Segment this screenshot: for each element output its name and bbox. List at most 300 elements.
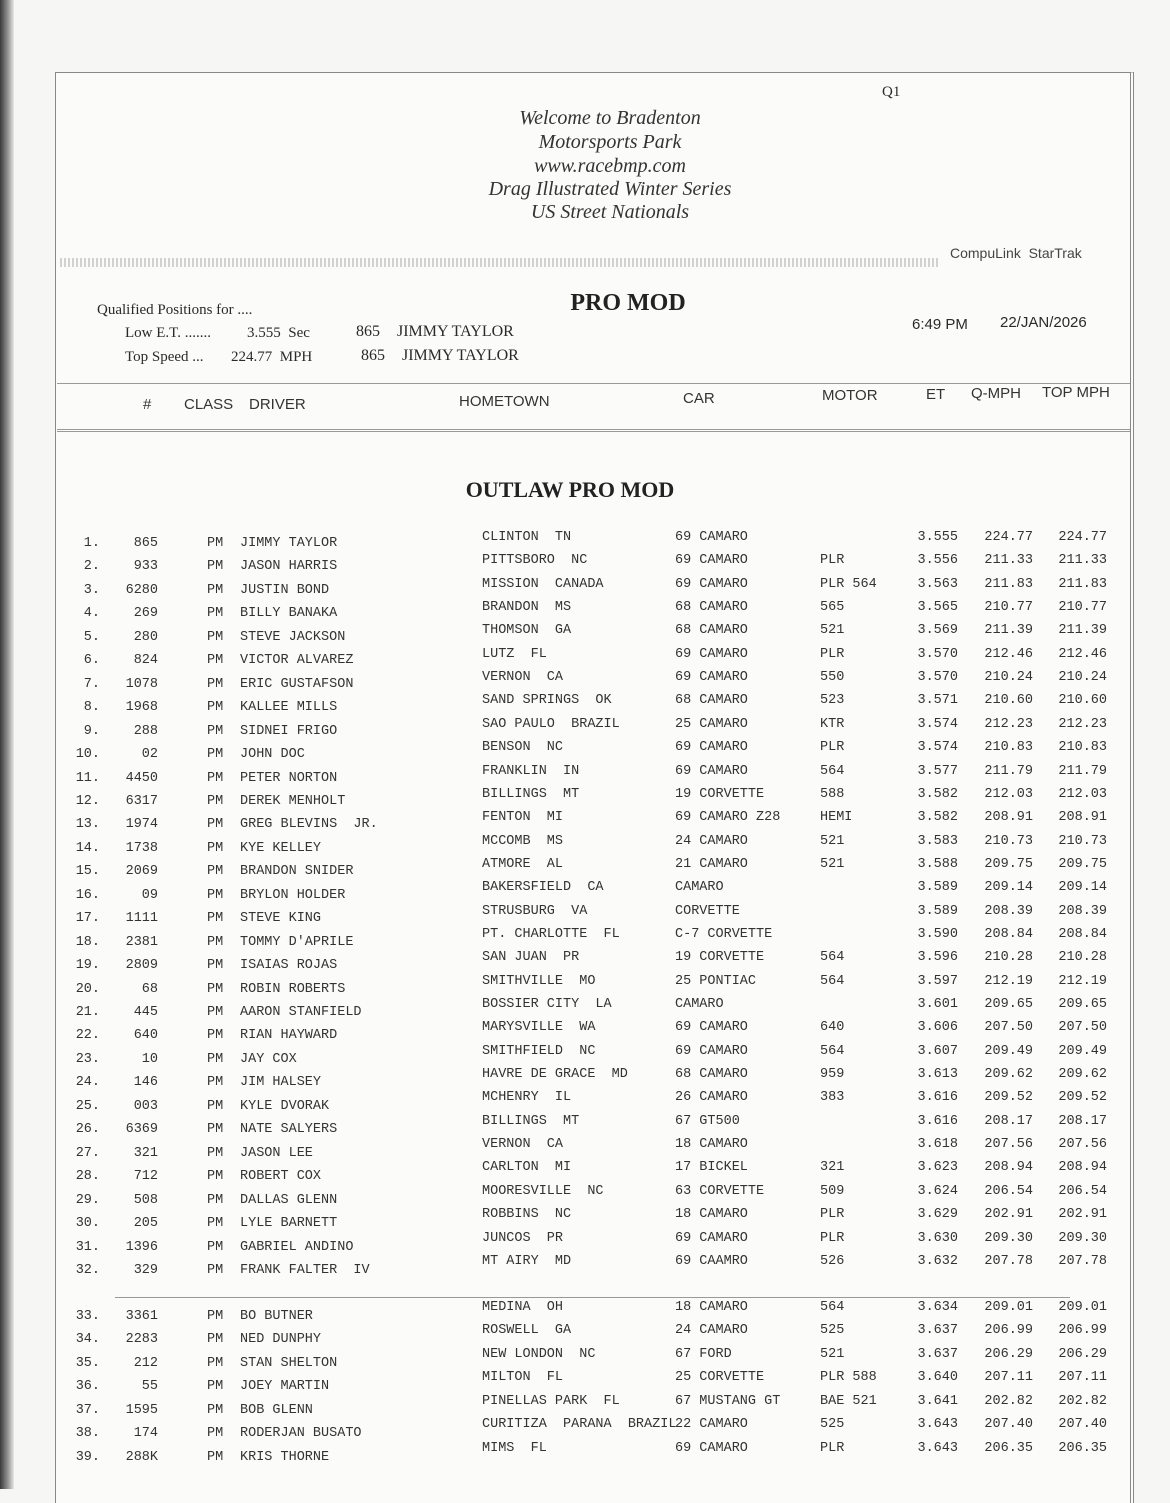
cell-top-mph: 210.77	[1058, 600, 1107, 616]
cell-car: 69 CAMARO	[675, 1043, 748, 1059]
cell-driver: KRIS THORNE	[240, 1449, 330, 1465]
cell-car: 69 CAMARO Z28	[675, 810, 781, 826]
cell-class: PM	[207, 1169, 224, 1185]
cell-car-number: 1738	[125, 840, 158, 856]
cell-class: PM	[207, 700, 224, 716]
cell-et: 3.637	[917, 1346, 958, 1362]
cell-driver: KYE KELLEY	[240, 840, 322, 856]
cell-driver: RIAN HAYWARD	[240, 1028, 338, 1044]
cell-car-number: 280	[133, 629, 158, 645]
cell-hometown: BILLINGS MT	[482, 786, 580, 802]
cell-et: 3.577	[917, 763, 958, 779]
cell-car-number: 288K	[125, 1449, 158, 1465]
col-num: #	[143, 396, 152, 413]
cell-hometown: SAO PAULO BRAZIL	[482, 716, 620, 732]
cell-position: 24.	[75, 1075, 100, 1091]
cell-position: 11.	[75, 770, 100, 786]
qualifying-cutoff-line	[115, 1297, 1070, 1298]
cell-q-mph: 211.39	[984, 623, 1033, 639]
cell-car-number: 1968	[125, 700, 158, 716]
cell-top-mph: 206.54	[1058, 1183, 1107, 1199]
cell-car-number: 712	[133, 1169, 158, 1185]
cell-motor: BAE 521	[820, 1393, 877, 1409]
cell-class: PM	[207, 1098, 224, 1114]
cell-position: 29.	[75, 1192, 100, 1208]
cell-et: 3.563	[917, 576, 958, 592]
cell-et: 3.570	[917, 670, 958, 686]
cell-q-mph: 209.14	[984, 880, 1033, 896]
cell-car-number: 824	[133, 653, 158, 669]
cell-hometown: CURITIZA PARANA BRAZIL	[482, 1417, 677, 1433]
cell-position: 12.	[75, 793, 100, 809]
cell-hometown: MT AIRY MD	[482, 1253, 572, 1269]
cell-car-number: 640	[133, 1028, 158, 1044]
cell-driver: JASON LEE	[240, 1145, 313, 1161]
cell-car: 68 CAMARO	[675, 1067, 748, 1083]
cell-position: 14.	[75, 840, 100, 856]
col-class: CLASS	[184, 396, 234, 413]
cell-et: 3.634	[917, 1299, 958, 1315]
cell-car-number: 321	[133, 1145, 158, 1161]
cell-q-mph: 207.56	[984, 1137, 1033, 1153]
cell-motor: 521	[820, 856, 845, 872]
cell-hometown: MCHENRY IL	[482, 1090, 572, 1106]
cell-car-number: 003	[133, 1098, 158, 1114]
cell-car: 18 CAMARO	[675, 1299, 748, 1315]
cell-et: 3.596	[917, 950, 958, 966]
cell-top-mph: 209.30	[1058, 1230, 1107, 1246]
cell-class: PM	[207, 536, 224, 551]
cell-driver: ISAIAS ROJAS	[240, 958, 338, 974]
cell-hometown: MEDINA OH	[482, 1299, 564, 1315]
low-et-car: 865	[356, 323, 380, 340]
low-et-value: 3.555 Sec	[247, 325, 310, 341]
cell-hometown: STRUSBURG VA	[482, 903, 588, 919]
cell-car: 18 CAMARO	[675, 1137, 748, 1153]
cell-car-number: 212	[133, 1355, 158, 1371]
cell-driver: DALLAS GLENN	[240, 1192, 338, 1208]
cell-class: PM	[207, 1051, 224, 1067]
cell-hometown: NEW LONDON NC	[482, 1346, 596, 1362]
cell-et: 3.616	[917, 1113, 958, 1129]
cell-position: 16.	[75, 887, 100, 903]
cell-top-mph: 208.91	[1058, 810, 1107, 826]
cell-position: 13.	[75, 817, 100, 833]
cell-car-number: 3361	[125, 1309, 158, 1324]
cell-car-number: 2381	[125, 934, 158, 950]
cell-position: 28.	[75, 1169, 100, 1185]
cell-motor: 525	[820, 1323, 845, 1339]
cell-et: 3.583	[917, 833, 958, 849]
cell-top-mph: 212.19	[1058, 973, 1107, 989]
cell-car-number: 146	[133, 1075, 158, 1091]
cell-hometown: VERNON CA	[482, 1137, 564, 1153]
cell-motor: 565	[820, 600, 845, 616]
cell-top-mph: 212.23	[1058, 716, 1107, 732]
cell-driver: RODERJAN BUSATO	[240, 1426, 362, 1442]
cell-hometown: ROSWELL GA	[482, 1323, 572, 1339]
cell-driver: BO BUTNER	[240, 1309, 313, 1324]
cell-car: 19 CORVETTE	[675, 786, 765, 802]
cell-hometown: BILLINGS MT	[482, 1113, 580, 1129]
cell-q-mph: 206.35	[984, 1440, 1033, 1456]
software-label: CompuLink StarTrak	[950, 245, 1082, 261]
report-time: 6:49 PM	[912, 316, 968, 333]
col-motor: MOTOR	[822, 387, 878, 404]
cell-motor: 523	[820, 693, 845, 709]
cell-motor: 383	[820, 1090, 845, 1106]
cell-motor: 640	[820, 1020, 845, 1036]
cell-hometown: MARYSVILLE WA	[482, 1020, 596, 1036]
cell-driver: AARON STANFIELD	[240, 1005, 362, 1020]
header-rule-bottom	[57, 429, 1130, 432]
cell-hometown: PT. CHARLOTTE FL	[482, 926, 620, 942]
cell-motor: 525	[820, 1417, 845, 1433]
cell-q-mph: 208.17	[984, 1113, 1033, 1129]
cell-et: 3.613	[917, 1067, 958, 1083]
cell-position: 25.	[75, 1098, 100, 1114]
cell-car-number: 205	[133, 1216, 158, 1232]
cell-car: 19 CORVETTE	[675, 950, 765, 966]
cell-car: 26 CAMARO	[675, 1090, 748, 1106]
cell-motor: PLR 564	[820, 576, 877, 592]
low-et-driver: JIMMY TAYLOR	[397, 323, 514, 340]
cell-et: 3.555	[917, 530, 958, 545]
cell-class: PM	[207, 1145, 224, 1161]
cell-motor: 521	[820, 623, 845, 639]
qualified-label: Qualified Positions for ....	[97, 302, 253, 318]
cell-hometown: CARLTON MI	[482, 1160, 572, 1176]
cell-q-mph: 209.75	[984, 856, 1033, 872]
cell-car: 67 MUSTANG GT	[675, 1393, 781, 1409]
cell-q-mph: 206.29	[984, 1346, 1033, 1362]
cell-driver: ROBIN ROBERTS	[240, 981, 346, 997]
cell-q-mph: 211.79	[984, 763, 1033, 779]
cell-position: 7.	[83, 676, 100, 692]
cell-motor: 564	[820, 763, 845, 779]
top-speed-driver: JIMMY TAYLOR	[402, 347, 519, 364]
col-driver: DRIVER	[249, 396, 306, 413]
cell-top-mph: 210.60	[1058, 693, 1107, 709]
section-title: OUTLAW PRO MOD	[465, 477, 675, 502]
cell-position: 36.	[75, 1379, 100, 1395]
cell-class: PM	[207, 1192, 224, 1208]
cell-position: 31.	[75, 1239, 100, 1255]
cell-hometown: FRANKLIN IN	[482, 763, 580, 779]
cell-hometown: CLINTON TN	[482, 530, 572, 545]
cell-top-mph: 209.62	[1058, 1067, 1107, 1083]
cell-class: PM	[207, 887, 224, 903]
cell-position: 32.	[75, 1262, 100, 1278]
cell-top-mph: 209.49	[1058, 1043, 1107, 1059]
cell-et: 3.618	[917, 1137, 958, 1153]
cell-car-number: 55	[141, 1379, 158, 1395]
cell-hometown: SAND SPRINGS OK	[482, 693, 612, 709]
cell-hometown: SMITHFIELD NC	[482, 1043, 596, 1059]
cell-car-number: 09	[141, 887, 158, 903]
cell-et: 3.640	[917, 1370, 958, 1386]
cell-position: 20.	[75, 981, 100, 997]
cell-car-number: 2069	[125, 864, 158, 880]
cell-top-mph: 211.83	[1058, 576, 1107, 592]
cell-driver: ROBERT COX	[240, 1169, 322, 1185]
cell-driver: DEREK MENHOLT	[240, 793, 346, 809]
cell-et: 3.589	[917, 903, 958, 919]
title-line: Welcome to Bradenton	[519, 107, 701, 129]
cell-motor: 588	[820, 786, 845, 802]
dotted-divider	[60, 258, 940, 267]
cell-top-mph: 212.46	[1058, 646, 1107, 662]
cell-q-mph: 209.30	[984, 1230, 1033, 1246]
cell-q-mph: 224.77	[984, 530, 1033, 545]
cell-car-number: 288	[133, 723, 158, 739]
cell-class: PM	[207, 559, 224, 575]
cell-class: PM	[207, 1262, 224, 1278]
cell-motor: 321	[820, 1160, 845, 1176]
cell-q-mph: 209.01	[984, 1299, 1033, 1315]
cell-class: PM	[207, 1332, 224, 1348]
cell-position: 23.	[75, 1051, 100, 1067]
cell-class: PM	[207, 582, 224, 598]
cell-car-number: 269	[133, 606, 158, 622]
cell-position: 30.	[75, 1216, 100, 1232]
cell-class: PM	[207, 723, 224, 739]
cell-top-mph: 208.94	[1058, 1160, 1107, 1176]
cell-position: 18.	[75, 934, 100, 950]
cell-et: 3.616	[917, 1090, 958, 1106]
cell-car: 67 GT500	[675, 1113, 740, 1129]
cell-motor: PLR	[820, 1230, 845, 1246]
cell-position: 10.	[75, 747, 100, 763]
cell-hometown: MILTON FL	[482, 1370, 564, 1386]
cell-position: 5.	[83, 629, 100, 645]
cell-position: 22.	[75, 1028, 100, 1044]
cell-position: 37.	[75, 1402, 100, 1418]
cell-driver: BRYLON HOLDER	[240, 887, 346, 903]
cell-q-mph: 210.28	[984, 950, 1033, 966]
cell-driver: ERIC GUSTAFSON	[240, 676, 354, 692]
cell-q-mph: 202.91	[984, 1207, 1033, 1223]
cell-top-mph: 207.56	[1058, 1137, 1107, 1153]
cell-car: 69 CAMARO	[675, 1230, 748, 1246]
cell-q-mph: 208.91	[984, 810, 1033, 826]
cell-q-mph: 209.52	[984, 1090, 1033, 1106]
cell-q-mph: 207.11	[984, 1370, 1033, 1386]
cell-car: 69 CAMARO	[675, 646, 748, 662]
title-line: US Street Nationals	[530, 201, 690, 223]
cell-et: 3.569	[917, 623, 958, 639]
cell-top-mph: 224.77	[1058, 530, 1107, 545]
cell-q-mph: 208.94	[984, 1160, 1033, 1176]
cell-hometown: BOSSIER CITY LA	[482, 997, 612, 1012]
col-hometown: HOMETOWN	[459, 393, 550, 410]
cell-driver: SIDNEI FRIGO	[240, 723, 338, 739]
top-speed-value: 224.77 MPH	[231, 349, 313, 365]
cell-class: PM	[207, 653, 224, 669]
cell-et: 3.630	[917, 1230, 958, 1246]
cell-driver: TOMMY D'APRILE	[240, 934, 354, 950]
cell-et: 3.643	[917, 1440, 958, 1456]
cell-motor: 564	[820, 1043, 845, 1059]
cell-position: 26.	[75, 1122, 100, 1138]
cell-position: 35.	[75, 1355, 100, 1371]
cell-q-mph: 210.73	[984, 833, 1033, 849]
cell-top-mph: 212.03	[1058, 786, 1107, 802]
cell-et: 3.629	[917, 1207, 958, 1223]
cell-car-number: 68	[141, 981, 158, 997]
cell-class: PM	[207, 934, 224, 950]
cell-driver: PETER NORTON	[240, 770, 338, 786]
cell-top-mph: 209.14	[1058, 880, 1107, 896]
cell-hometown: MCCOMB MS	[482, 833, 564, 849]
cell-motor: 509	[820, 1183, 845, 1199]
cell-top-mph: 211.33	[1058, 553, 1107, 569]
cell-position: 39.	[75, 1449, 100, 1465]
cell-top-mph: 202.82	[1058, 1393, 1107, 1409]
cell-class: PM	[207, 981, 224, 997]
cell-motor: PLR	[820, 740, 845, 756]
cell-q-mph: 208.84	[984, 926, 1033, 942]
cell-q-mph: 210.24	[984, 670, 1033, 686]
cell-car: CAMARO	[675, 997, 724, 1012]
cell-et: 3.556	[917, 553, 958, 569]
cell-car: 68 CAMARO	[675, 693, 748, 709]
top-speed-car: 865	[361, 347, 385, 364]
cell-motor: 521	[820, 1346, 845, 1362]
col-qmph: Q-MPH	[971, 385, 1021, 402]
cell-top-mph: 211.79	[1058, 763, 1107, 779]
cell-hometown: BRANDON MS	[482, 600, 572, 616]
cell-et: 3.590	[917, 926, 958, 942]
cell-motor: 526	[820, 1253, 845, 1269]
cell-car: 69 CAMARO	[675, 576, 748, 592]
cell-hometown: PITTSBORO NC	[482, 553, 588, 569]
cell-top-mph: 210.83	[1058, 740, 1107, 756]
cell-driver: KYLE DVORAK	[240, 1098, 330, 1114]
cell-top-mph: 206.99	[1058, 1323, 1107, 1339]
cell-q-mph: 210.83	[984, 740, 1033, 756]
cell-et: 3.588	[917, 856, 958, 872]
cell-et: 3.601	[917, 997, 958, 1012]
cell-q-mph: 207.50	[984, 1020, 1033, 1036]
cell-driver: JAY COX	[240, 1051, 297, 1067]
cell-driver: BOB GLENN	[240, 1402, 313, 1418]
cell-hometown: MIMS FL	[482, 1440, 547, 1456]
col-top-mph: TOP MPH	[1042, 384, 1110, 401]
page-marker: Q1	[882, 84, 901, 100]
cell-motor: PLR 588	[820, 1370, 877, 1386]
cell-class: PM	[207, 1028, 224, 1044]
cell-car: 17 BICKEL	[675, 1160, 748, 1176]
cell-car-number: 4450	[125, 770, 158, 786]
cell-top-mph: 209.65	[1058, 997, 1107, 1012]
col-et: ET	[926, 386, 946, 403]
cell-hometown: MISSION CANADA	[482, 576, 604, 592]
cell-hometown: VERNON CA	[482, 670, 564, 686]
cell-top-mph: 210.28	[1058, 950, 1107, 966]
cell-hometown: BAKERSFIELD CA	[482, 880, 604, 896]
cell-car-number: 174	[133, 1426, 158, 1442]
cell-car-number: 1595	[125, 1402, 158, 1418]
cell-car-number: 6280	[125, 582, 158, 598]
cell-car: 69 CAMARO	[675, 763, 748, 779]
cell-motor: PLR	[820, 1207, 845, 1223]
cell-q-mph: 207.40	[984, 1417, 1033, 1433]
cell-hometown: SMITHVILLE MO	[482, 973, 596, 989]
cell-car: 18 CAMARO	[675, 1207, 748, 1223]
cell-top-mph: 206.29	[1058, 1346, 1107, 1362]
cell-et: 3.589	[917, 880, 958, 896]
cell-class: PM	[207, 676, 224, 692]
cell-class: PM	[207, 911, 224, 927]
cell-motor: PLR	[820, 1440, 845, 1456]
cell-car-number: 1111	[125, 911, 158, 927]
cell-class: PM	[207, 1239, 224, 1255]
cell-car: 67 FORD	[675, 1346, 732, 1362]
cell-position: 3.	[83, 582, 100, 598]
cell-car-number: 6369	[125, 1122, 158, 1138]
cell-top-mph: 202.91	[1058, 1207, 1107, 1223]
cell-class: PM	[207, 1402, 224, 1418]
col-car: CAR	[683, 390, 715, 407]
cell-q-mph: 209.65	[984, 997, 1033, 1012]
cell-position: 1.	[83, 536, 100, 551]
cell-et: 3.632	[917, 1253, 958, 1269]
cell-driver: JIMMY TAYLOR	[240, 536, 338, 551]
cell-driver: NED DUNPHY	[240, 1332, 322, 1348]
cell-car-number: 10	[141, 1051, 158, 1067]
cell-driver: JOEY MARTIN	[240, 1379, 330, 1395]
cell-car: 25 CORVETTE	[675, 1370, 765, 1386]
cell-position: 21.	[75, 1005, 100, 1020]
cell-position: 2.	[83, 559, 100, 575]
cell-car: 21 CAMARO	[675, 856, 748, 872]
cell-class: PM	[207, 817, 224, 833]
cell-car: 69 CAMARO	[675, 1440, 748, 1456]
title-line: Motorsports Park	[538, 131, 682, 153]
cell-car-number: 329	[133, 1262, 158, 1278]
cell-class: PM	[207, 1449, 224, 1465]
cell-motor: 564	[820, 1299, 845, 1315]
cell-car-number: 2283	[125, 1332, 158, 1348]
cell-car-number: 6317	[125, 793, 158, 809]
cell-driver: JIM HALSEY	[240, 1075, 322, 1091]
cell-q-mph: 206.99	[984, 1323, 1033, 1339]
report-date: 22/JAN/2026	[1000, 314, 1087, 331]
cell-et: 3.574	[917, 716, 958, 732]
cell-car: 24 CAMARO	[675, 833, 748, 849]
cell-motor: KTR	[820, 716, 845, 732]
cell-motor: PLR	[820, 646, 845, 662]
cell-q-mph: 210.60	[984, 693, 1033, 709]
cell-top-mph: 207.40	[1058, 1417, 1107, 1433]
cell-driver: STEVE JACKSON	[240, 629, 346, 645]
top-speed-label: Top Speed ...	[125, 349, 204, 365]
cell-top-mph: 207.50	[1058, 1020, 1107, 1036]
cell-hometown: SAN JUAN PR	[482, 950, 580, 966]
cell-car: 22 CAMARO	[675, 1417, 748, 1433]
cell-et: 3.582	[917, 810, 958, 826]
cell-top-mph: 206.35	[1058, 1440, 1107, 1456]
cell-hometown: HAVRE DE GRACE MD	[482, 1067, 628, 1083]
cell-position: 4.	[83, 606, 100, 622]
cell-driver: VICTOR ALVAREZ	[240, 653, 354, 669]
cell-motor: PLR	[820, 553, 845, 569]
cell-car-number: 445	[133, 1005, 158, 1020]
cell-class: PM	[207, 1426, 224, 1442]
cell-et: 3.570	[917, 646, 958, 662]
cell-et: 3.597	[917, 973, 958, 989]
